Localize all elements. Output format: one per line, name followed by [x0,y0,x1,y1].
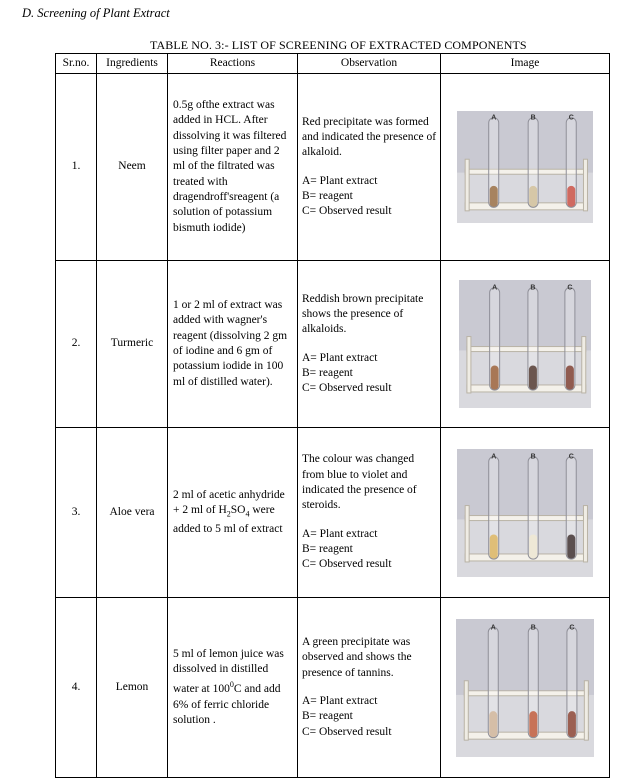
reaction-text: 5 ml of lemon juice was dissolved in distilled water at $100^0C$ and add 6% of ferric chloride solution . [173,647,284,726]
tube-label-b: B [530,623,536,631]
observation-cell [298,598,441,778]
legend-a: A= Plant extract [302,527,378,540]
ingredient-cell: Turmeric [97,261,168,428]
tube-label-c: C [567,284,573,292]
sr-cell: 2. [56,261,97,428]
reaction-cell: 1 or 2 ml of extract was added with wagner's reagent (dissolving 2 gm of iodine and 6 gm of potassium iodide in 100 ml of distilled water). [168,261,298,428]
test-tube-photo [457,111,593,223]
table-title: TABLE NO. 3:- LIST OF SCREENING OF EXTRACTED COMPONENTS [150,38,527,52]
image-cell [441,261,610,428]
sr-cell: 3. [56,428,97,598]
table-row [56,598,610,778]
ingredient-cell: Neem [97,74,168,261]
rack-right-post [583,159,587,211]
observation-text: The colour was changed from blue to violet and indicated the presence of steroids. [302,453,417,512]
header-image: Image [441,54,610,74]
header-observation: Observation [298,54,441,74]
sr-cell: 4. [56,598,97,778]
rack-left-post [465,159,469,211]
rack-left-post [464,680,468,739]
observation-text: A green precipitate was observed and shows the presence of tannins. [302,636,412,679]
observation-cell [298,428,441,598]
test-tube-c [566,456,576,558]
reaction-cell [168,598,298,778]
test-tube-a [489,456,499,558]
test-tube-photo [459,280,591,408]
tube-label-c: C [569,623,575,631]
test-tube-b [528,456,538,558]
reaction-text: 2 ml of acetic anhydride + 2 ml of $H_2SO_4$ were added to 5 ml of extract [173,488,285,535]
sr-cell: 1. [56,74,97,261]
observation-text: Reddish brown precipitate shows the presence of alkaloids. [302,292,424,336]
legend-a: A= Plant extract [302,695,378,707]
legend-c: C= Observed result [302,382,392,395]
tube-label-a: A [491,114,497,122]
table-row [56,428,610,598]
test-tube-a [489,118,499,208]
tube-label-a: A [491,453,497,461]
image-cell [441,74,610,261]
tube-label-c: C [568,114,574,122]
ingredient-cell: Aloe vera [97,428,168,598]
test-tube-a [488,627,498,737]
legend-b: B= reagent [302,189,353,202]
tube-label-a: A [492,284,498,292]
rack-right-post [584,680,588,739]
tube-label-b: B [530,453,536,461]
reaction-cell [168,428,298,598]
test-tube-photo [456,619,594,757]
tube-label-a: A [490,623,496,631]
legend-c: C= Observed result [302,558,392,571]
legend-a: A= Plant extract [302,351,378,364]
rack-left-post [467,337,471,393]
ingredient-cell: Lemon [97,598,168,778]
section-heading: D. Screening of Plant Extract [22,6,170,20]
legend-b: B= reagent [302,366,353,379]
header-reactions: Reactions [168,54,298,74]
image-cell [441,428,610,598]
test-tube-b [528,118,538,208]
reaction-cell: 0.5g ofthe extract was added in HCL. After dissolving it was filtered using filter paper and 2 ml of the filtrated was treated with dragendroff'sreagent (a solution of potassium bismuth iodide) [168,74,298,261]
observation-cell [298,261,441,428]
screening-table [55,53,610,778]
tube-label-b: B [530,114,536,122]
legend-b: B= reagent [302,710,353,723]
rack-right-post [582,337,586,393]
legend-a: A= Plant extract [302,174,378,187]
observation-text: Red precipitate was formed and indicated the presence of alkaloid. [302,115,437,159]
legend-c: C= Observed result [302,725,392,738]
tube-label-b: B [530,284,536,292]
test-tube-b [528,627,538,737]
test-tube-photo [457,449,593,577]
header-row [56,54,610,74]
image-cell [441,598,610,778]
tube-label-c: C [568,453,574,461]
test-tube-c [566,118,576,208]
test-tube-a [490,288,500,390]
test-tube-b [528,288,538,390]
legend-c: C= Observed result [302,205,392,218]
legend-b: B= reagent [302,542,353,555]
rack-right-post [583,505,587,561]
observation-cell [298,74,441,261]
table-row [56,74,610,261]
rack-left-post [465,505,469,561]
test-tube-c [565,288,575,390]
table-row [56,261,610,428]
test-tube-c [567,627,577,737]
header-sr: Sr.no. [56,54,97,74]
header-ingredients: Ingredients [97,54,168,74]
